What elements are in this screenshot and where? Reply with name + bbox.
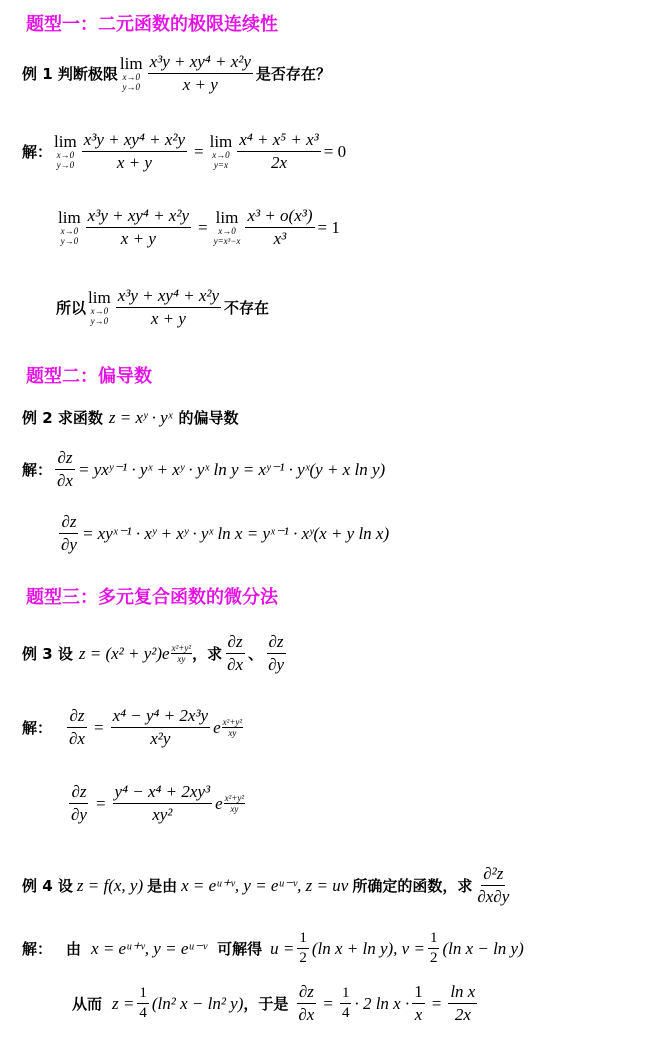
function-expression: z = xʸ · yˣ: [108, 407, 173, 427]
path-2-result: = 1: [317, 217, 340, 237]
example-4-solution-relations: 解： 由 x = eᵘ⁺ᵛ, y = eᵘ⁻ᵛ 可解得 u = $\frac{1}{2}$ (ln x + ln y), v = $\frac{1}{2}$ (ln x − ln y): [22, 930, 524, 966]
heading-type-1: 题型一：二元函数的极限连续性: [26, 14, 278, 35]
main-fraction: $\frac{\text{x³y + xy⁴ + x²y}}{x + y}$: [149, 52, 251, 94]
example-4-question: 例 4 设 z = f(x, y) 是由 x = eᵘ⁺ᵛ, y = eᵘ⁻ᵛ, z = uv 所确定的函数，求 $\frac{\text{∂²z}}{\partial x\partial y}$: [22, 864, 510, 906]
solution-label: 解：: [22, 143, 53, 161]
heading-type-2: 题型二：偏导数: [26, 366, 152, 387]
path-1-result: = 0: [323, 141, 347, 161]
example-1-suffix: 是否存在？: [255, 65, 331, 83]
example-2-partial-x: 解： $\frac{\partial z}{\partial x}$ = yxʸ⁻¹ · yˣ + xʸ · yˣ ln y = xʸ⁻¹ · yˣ(y + x ln y): [22, 448, 386, 490]
example-1-conclusion: 所以 lim x→0 y→0 $\frac{\text{x³y + xy⁴ + x²y}}{x + y}$ 不存在: [56, 286, 270, 328]
example-1-label: 例 1 判断极限: [22, 65, 118, 83]
example-3-partial-x: 解： $\frac{\partial z}{\partial x}$ = $\frac{\text{x⁴ − y⁴ + 2x³y}}{\text{x²y}}$ e x²+y² xy: [22, 706, 243, 748]
example-1-solution-path-2: lim x→0 y→0 $\frac{\text{x³y + xy⁴ + x²y}}{x + y}$ = lim x→0 y=x³−x $\frac{\text{x³ + o(x³)}}{\text{x³}}$ = 1: [58, 206, 340, 248]
heading-type-3: 题型三：多元复合函数的微分法: [26, 587, 278, 608]
example-2-question: 例 2 求函数 z = xʸ · yˣ 的偏导数: [22, 407, 239, 427]
example-2-partial-y: $\frac{\partial z}{\partial y}$ = xyˣ⁻¹ · xʸ + xʸ · yˣ ln x = yˣ⁻¹ · xʸ(x + y ln x): [61, 512, 390, 554]
example-4-solution-result: 从而 z = $\frac{1}{4}$ (ln² x − ln² y) ，于是 $\frac{\partial z}{\partial x}$ = $\frac{1}{4}$ · 2 ln x · $\frac{1}{x}$ = $\frac{\text{ln x}}{2x}$: [72, 982, 476, 1024]
limit-operator: lim x→0 y→0: [119, 54, 143, 92]
example-1-question: [22, 52, 331, 95]
example-1-solution-path-1: 解： lim x→0 y→0 $\frac{\text{x³y + xy⁴ + x²y}}{x + y}$ = lim x→0 y=x $\frac{\text{x⁴ + x⁵ + x³}}{2x}$ = 0: [22, 130, 347, 172]
example-3-question: 例 3 设 z = (x² + y²)e x²+y² xy ，求 $\frac{\partial z}{\partial x}$ 、 $\frac{\partial z}{\partial y}$: [22, 632, 285, 674]
example-3-partial-y: $\frac{\partial z}{\partial y}$ = $\frac{\text{y⁴ − x⁴ + 2xy³}}{\text{xy²}}$ e x²+y² xy: [71, 782, 245, 824]
